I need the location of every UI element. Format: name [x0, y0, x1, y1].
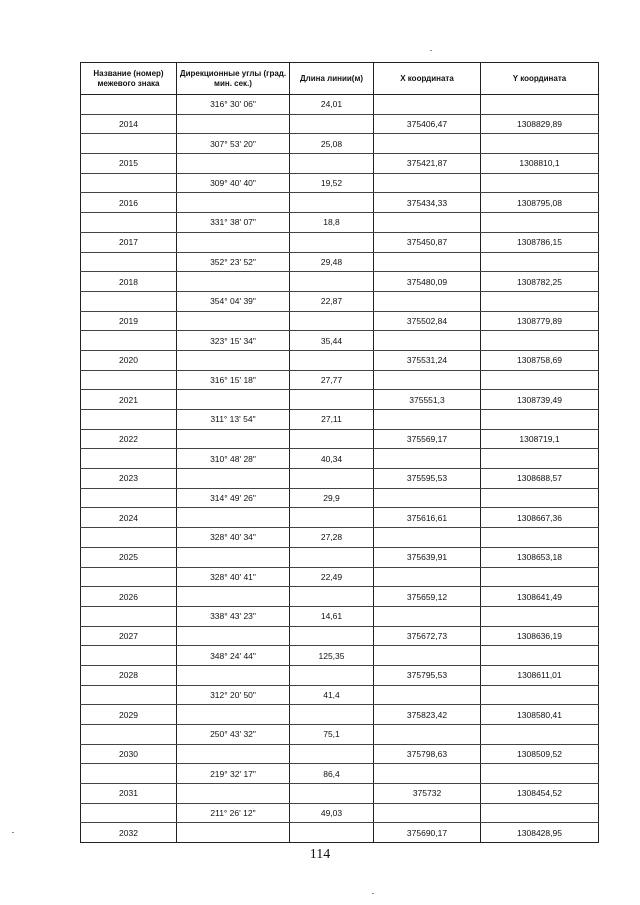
cell-x-coordinate: [374, 606, 481, 626]
cell-x-coordinate: [374, 291, 481, 311]
cell-direction-angle: [177, 429, 290, 449]
cell-x-coordinate: 375616,61: [374, 508, 481, 528]
cell-x-coordinate: [374, 134, 481, 154]
cell-y-coordinate: [481, 252, 599, 272]
table-row: [81, 390, 599, 410]
table-row: [81, 193, 599, 213]
table-row: [81, 331, 599, 351]
cell-marker-name: 2023: [81, 469, 177, 489]
table-row: [81, 154, 599, 174]
cell-y-coordinate: [481, 410, 599, 430]
table-row: [81, 508, 599, 528]
cell-line-length: [290, 429, 374, 449]
cell-y-coordinate: 1308580,41: [481, 705, 599, 725]
cell-marker-name: [81, 213, 177, 233]
table-row: [81, 232, 599, 252]
cell-marker-name: 2015: [81, 154, 177, 174]
cell-direction-angle: [177, 626, 290, 646]
cell-x-coordinate: [374, 567, 481, 587]
cell-line-length: [290, 390, 374, 410]
cell-direction-angle: [177, 350, 290, 370]
cell-marker-name: [81, 646, 177, 666]
cell-marker-name: 2025: [81, 547, 177, 567]
cell-marker-name: [81, 252, 177, 272]
cell-direction-angle: 328° 40' 34": [177, 528, 290, 548]
cell-y-coordinate: 1308779,89: [481, 311, 599, 331]
cell-marker-name: 2020: [81, 350, 177, 370]
table-row: [81, 488, 599, 508]
table-row: [81, 114, 599, 134]
cell-line-length: 27,11: [290, 410, 374, 430]
cell-x-coordinate: 375480,09: [374, 272, 481, 292]
cell-line-length: [290, 154, 374, 174]
cell-y-coordinate: [481, 370, 599, 390]
cell-y-coordinate: 1308454,52: [481, 784, 599, 804]
table-row: [81, 449, 599, 469]
cell-x-coordinate: 375690,17: [374, 823, 481, 843]
cell-line-length: [290, 272, 374, 292]
header-line-length: Длина линии(м): [290, 63, 374, 95]
cell-direction-angle: [177, 272, 290, 292]
table-row: [81, 626, 599, 646]
cell-direction-angle: 354° 04' 39": [177, 291, 290, 311]
cell-x-coordinate: [374, 213, 481, 233]
cell-marker-name: 2018: [81, 272, 177, 292]
cell-x-coordinate: [374, 528, 481, 548]
header-y-coordinate: Y координата: [481, 63, 599, 95]
cell-y-coordinate: 1308641,49: [481, 587, 599, 607]
table-row: [81, 213, 599, 233]
cell-direction-angle: [177, 469, 290, 489]
table-row: [81, 665, 599, 685]
cell-line-length: [290, 587, 374, 607]
cell-x-coordinate: 375551,3: [374, 390, 481, 410]
cell-direction-angle: [177, 390, 290, 410]
cell-x-coordinate: 375531,24: [374, 350, 481, 370]
cell-line-length: 75,1: [290, 725, 374, 745]
cell-marker-name: 2021: [81, 390, 177, 410]
cell-x-coordinate: 375502,84: [374, 311, 481, 331]
cell-direction-angle: [177, 587, 290, 607]
cell-y-coordinate: 1308636,19: [481, 626, 599, 646]
table-row: [81, 685, 599, 705]
cell-line-length: 41,4: [290, 685, 374, 705]
cell-x-coordinate: 375450,87: [374, 232, 481, 252]
table-row: [81, 764, 599, 784]
cell-marker-name: [81, 173, 177, 193]
page-number: 114: [309, 847, 331, 862]
cell-direction-angle: 309° 40' 40": [177, 173, 290, 193]
cell-marker-name: [81, 95, 177, 115]
cell-marker-name: [81, 725, 177, 745]
cell-line-length: [290, 744, 374, 764]
cell-direction-angle: 316° 15' 18": [177, 370, 290, 390]
cell-x-coordinate: 375406,47: [374, 114, 481, 134]
cell-x-coordinate: 375569,17: [374, 429, 481, 449]
cell-y-coordinate: 1308428,95: [481, 823, 599, 843]
cell-marker-name: [81, 291, 177, 311]
cell-direction-angle: 219° 32' 17": [177, 764, 290, 784]
cell-x-coordinate: [374, 803, 481, 823]
cell-line-length: [290, 705, 374, 725]
cell-line-length: 35,44: [290, 331, 374, 351]
cell-line-length: 18,8: [290, 213, 374, 233]
cell-marker-name: [81, 488, 177, 508]
cell-direction-angle: [177, 311, 290, 331]
cell-marker-name: [81, 685, 177, 705]
cell-marker-name: 2031: [81, 784, 177, 804]
cell-y-coordinate: 1308653,18: [481, 547, 599, 567]
cell-line-length: [290, 626, 374, 646]
cell-y-coordinate: [481, 606, 599, 626]
cell-line-length: 24,01: [290, 95, 374, 115]
cell-direction-angle: 314° 49' 26": [177, 488, 290, 508]
header-marker-name: Название (номер) межевого знака: [81, 63, 177, 95]
table-row: [81, 528, 599, 548]
cell-marker-name: 2027: [81, 626, 177, 646]
cell-line-length: 22,87: [290, 291, 374, 311]
cell-line-length: 40,34: [290, 449, 374, 469]
table-row: [81, 252, 599, 272]
cell-x-coordinate: 375434,33: [374, 193, 481, 213]
table-row: [81, 469, 599, 489]
header-direction-angle: Дирекционные углы (град. мин. сек.): [177, 63, 290, 95]
scan-speck: [430, 50, 432, 51]
table-row: [81, 587, 599, 607]
cell-y-coordinate: 1308758,69: [481, 350, 599, 370]
cell-direction-angle: [177, 154, 290, 174]
cell-y-coordinate: [481, 528, 599, 548]
cell-direction-angle: 312° 20' 50": [177, 685, 290, 705]
cell-y-coordinate: [481, 725, 599, 745]
cell-x-coordinate: 375798,63: [374, 744, 481, 764]
cell-y-coordinate: [481, 134, 599, 154]
cell-direction-angle: 323° 15' 34": [177, 331, 290, 351]
cell-direction-angle: [177, 823, 290, 843]
cell-direction-angle: 250° 43' 32": [177, 725, 290, 745]
cell-y-coordinate: 1308688,57: [481, 469, 599, 489]
cell-x-coordinate: 375421,87: [374, 154, 481, 174]
cell-x-coordinate: 375672,73: [374, 626, 481, 646]
header-x-coordinate: X координата: [374, 63, 481, 95]
cell-x-coordinate: [374, 646, 481, 666]
table-row: [81, 547, 599, 567]
cell-direction-angle: [177, 508, 290, 528]
cell-direction-angle: 328° 40' 41": [177, 567, 290, 587]
cell-line-length: 14,61: [290, 606, 374, 626]
cell-marker-name: [81, 606, 177, 626]
table-row: [81, 311, 599, 331]
cell-marker-name: [81, 370, 177, 390]
cell-y-coordinate: 1308611,01: [481, 665, 599, 685]
cell-y-coordinate: [481, 173, 599, 193]
table-row: [81, 350, 599, 370]
cell-marker-name: [81, 567, 177, 587]
cell-y-coordinate: 1308786,15: [481, 232, 599, 252]
cell-x-coordinate: [374, 685, 481, 705]
cell-y-coordinate: [481, 803, 599, 823]
cell-line-length: [290, 232, 374, 252]
cell-x-coordinate: [374, 410, 481, 430]
cell-x-coordinate: 375595,53: [374, 469, 481, 489]
cell-line-length: 86,4: [290, 764, 374, 784]
cell-line-length: [290, 193, 374, 213]
cell-line-length: [290, 665, 374, 685]
cell-line-length: 25,08: [290, 134, 374, 154]
cell-y-coordinate: [481, 646, 599, 666]
cell-line-length: 27,28: [290, 528, 374, 548]
table-row: [81, 823, 599, 843]
table-row: [81, 173, 599, 193]
cell-x-coordinate: 375659,12: [374, 587, 481, 607]
cell-line-length: 29,9: [290, 488, 374, 508]
cell-marker-name: 2019: [81, 311, 177, 331]
table-row: [81, 410, 599, 430]
cell-direction-angle: [177, 665, 290, 685]
cell-marker-name: [81, 764, 177, 784]
cell-direction-angle: 331° 38' 07": [177, 213, 290, 233]
cell-line-length: 29,48: [290, 252, 374, 272]
table-row: [81, 725, 599, 745]
cell-line-length: [290, 508, 374, 528]
cell-y-coordinate: 1308795,08: [481, 193, 599, 213]
cell-y-coordinate: 1308667,36: [481, 508, 599, 528]
cell-direction-angle: [177, 193, 290, 213]
cell-y-coordinate: [481, 291, 599, 311]
cell-y-coordinate: [481, 449, 599, 469]
cell-marker-name: 2030: [81, 744, 177, 764]
table-row: [81, 803, 599, 823]
cell-line-length: [290, 823, 374, 843]
cell-x-coordinate: [374, 252, 481, 272]
cell-marker-name: 2024: [81, 508, 177, 528]
cell-y-coordinate: 1308810,1: [481, 154, 599, 174]
cell-marker-name: 2022: [81, 429, 177, 449]
cell-y-coordinate: [481, 331, 599, 351]
cell-marker-name: 2014: [81, 114, 177, 134]
cell-direction-angle: 311° 13' 54": [177, 410, 290, 430]
table-row: [81, 95, 599, 115]
cell-line-length: [290, 311, 374, 331]
cell-direction-angle: 310° 48' 28": [177, 449, 290, 469]
cell-marker-name: [81, 449, 177, 469]
cell-direction-angle: 316° 30' 06": [177, 95, 290, 115]
cell-x-coordinate: 375639,91: [374, 547, 481, 567]
cell-y-coordinate: [481, 567, 599, 587]
cell-y-coordinate: [481, 488, 599, 508]
cell-marker-name: 2017: [81, 232, 177, 252]
cell-line-length: 22,49: [290, 567, 374, 587]
boundary-coordinates-table: [80, 62, 599, 843]
cell-marker-name: 2032: [81, 823, 177, 843]
cell-marker-name: 2028: [81, 665, 177, 685]
cell-x-coordinate: [374, 331, 481, 351]
cell-y-coordinate: [481, 685, 599, 705]
table-row: [81, 134, 599, 154]
cell-x-coordinate: [374, 764, 481, 784]
table-row: [81, 567, 599, 587]
cell-x-coordinate: [374, 95, 481, 115]
cell-y-coordinate: 1308739,49: [481, 390, 599, 410]
table-row: [81, 429, 599, 449]
cell-y-coordinate: 1308829,89: [481, 114, 599, 134]
cell-line-length: 27,77: [290, 370, 374, 390]
cell-marker-name: [81, 528, 177, 548]
cell-x-coordinate: 375823,42: [374, 705, 481, 725]
cell-marker-name: [81, 410, 177, 430]
cell-direction-angle: 211° 26' 12": [177, 803, 290, 823]
cell-marker-name: 2029: [81, 705, 177, 725]
cell-line-length: [290, 784, 374, 804]
table-row: [81, 744, 599, 764]
cell-direction-angle: 348° 24' 44": [177, 646, 290, 666]
table-body: [81, 95, 599, 843]
table-row: [81, 606, 599, 626]
cell-marker-name: 2026: [81, 587, 177, 607]
cell-direction-angle: [177, 705, 290, 725]
table-row: [81, 272, 599, 292]
cell-direction-angle: [177, 232, 290, 252]
table-row: [81, 291, 599, 311]
cell-marker-name: [81, 803, 177, 823]
table-row: [81, 784, 599, 804]
cell-direction-angle: 352° 23' 52": [177, 252, 290, 272]
table-row: [81, 705, 599, 725]
table-row: [81, 646, 599, 666]
cell-direction-angle: [177, 744, 290, 764]
cell-marker-name: 2016: [81, 193, 177, 213]
cell-y-coordinate: 1308719,1: [481, 429, 599, 449]
cell-direction-angle: [177, 114, 290, 134]
cell-direction-angle: [177, 547, 290, 567]
cell-line-length: [290, 547, 374, 567]
cell-x-coordinate: 375732: [374, 784, 481, 804]
cell-x-coordinate: [374, 370, 481, 390]
cell-x-coordinate: [374, 449, 481, 469]
cell-y-coordinate: 1308509,52: [481, 744, 599, 764]
cell-y-coordinate: [481, 213, 599, 233]
cell-direction-angle: 338° 43' 23": [177, 606, 290, 626]
cell-line-length: 49,03: [290, 803, 374, 823]
scan-speck: [372, 893, 374, 894]
table-row: [81, 370, 599, 390]
cell-direction-angle: [177, 784, 290, 804]
cell-direction-angle: 307° 53' 20": [177, 134, 290, 154]
cell-line-length: [290, 114, 374, 134]
cell-y-coordinate: [481, 95, 599, 115]
cell-marker-name: [81, 134, 177, 154]
cell-x-coordinate: [374, 488, 481, 508]
cell-marker-name: [81, 331, 177, 351]
cell-line-length: 125,35: [290, 646, 374, 666]
cell-x-coordinate: [374, 173, 481, 193]
cell-y-coordinate: 1308782,25: [481, 272, 599, 292]
cell-line-length: 19,52: [290, 173, 374, 193]
cell-x-coordinate: 375795,53: [374, 665, 481, 685]
cell-x-coordinate: [374, 725, 481, 745]
cell-line-length: [290, 469, 374, 489]
cell-line-length: [290, 350, 374, 370]
cell-y-coordinate: [481, 764, 599, 784]
scan-speck: [12, 832, 14, 833]
table-header-row: [81, 63, 599, 95]
